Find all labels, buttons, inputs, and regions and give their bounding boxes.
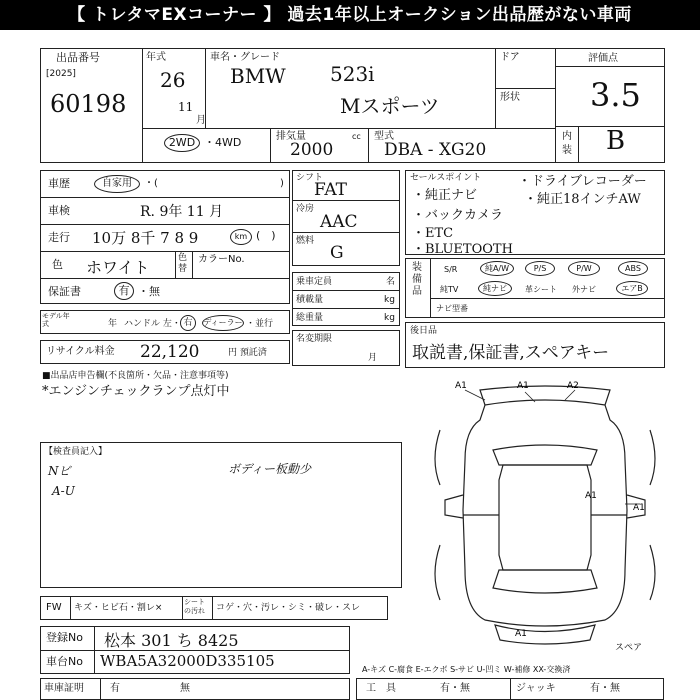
divider — [292, 290, 400, 291]
divider — [94, 626, 95, 674]
color-value: ホワイト — [86, 258, 150, 277]
divider — [292, 232, 400, 233]
fw-items: キズ・ヒビ石・割レ× — [74, 603, 163, 613]
displacement-value: 2000 — [290, 140, 334, 160]
equip-aw: 純A/W — [480, 261, 514, 276]
load-unit: kg — [384, 295, 395, 305]
divider — [40, 251, 290, 252]
accessories-label: 後日品 — [410, 326, 438, 336]
damage-mark-5: A1 — [585, 491, 597, 501]
make-value: BMW — [230, 64, 286, 88]
banner: 【 トレタマEXコーナー 】 過去1年以上オークション出品歴がない車両 — [0, 0, 700, 30]
reg-label: 名変期限 — [296, 334, 333, 344]
chassis-label: 車台No — [46, 655, 83, 668]
type-value: DBA - XG20 — [384, 140, 487, 160]
gross-unit: kg — [384, 313, 395, 323]
divider — [430, 258, 431, 318]
divider — [175, 251, 176, 278]
ac-label: 冷房 — [296, 204, 315, 214]
color-no-label: カラーNo. — [198, 254, 245, 265]
divider — [40, 224, 290, 225]
shift-label: シフト — [296, 173, 324, 183]
model-value: 523i — [330, 62, 375, 86]
equip-ps: P/S — [525, 261, 555, 276]
divider — [192, 251, 193, 278]
lot-number: 60198 — [50, 90, 127, 118]
divider — [70, 596, 71, 620]
registration-value: 松本 301 ち 8425 — [104, 631, 239, 650]
equip-airbag: エアB — [616, 281, 648, 296]
warranty-label: 保証書 — [48, 285, 81, 298]
sales-point-5: ・ドライブレコーダー — [518, 174, 647, 189]
accessories-value: 取説書,保証書,スペアキー — [412, 343, 610, 363]
registration-label: 登録No — [46, 631, 83, 644]
garage-cert-row — [40, 678, 350, 700]
month-unit: 月 — [196, 115, 206, 126]
name-label: 車名・グレード — [210, 52, 280, 63]
ac-value: AAC — [320, 212, 358, 232]
shaken-label: 車検 — [48, 204, 70, 217]
divider — [430, 298, 665, 299]
divider — [292, 308, 400, 309]
seat-items: コゲ・穴・汚レ・シミ・破レ・スレ — [216, 603, 361, 613]
notes-label: ■出品店申告欄(不良箇所・欠品・注意事項等) — [42, 371, 229, 381]
warranty-yes: 有 — [114, 282, 134, 300]
recycle-value: 22,120 — [140, 342, 200, 362]
capacity-unit: 名 — [386, 277, 396, 287]
cert-no: 無 — [180, 683, 190, 694]
handle-label: ハンドル 左・ — [124, 319, 181, 329]
notes-value: *エンジンチェックランプ点灯中 — [42, 384, 230, 399]
damage-legend: A-キズ C-腐食 E-エクボ S-サビ U-凹ミ W-補修 XX-交換済 — [362, 665, 571, 674]
year-value: 26 — [160, 68, 186, 92]
divider — [142, 128, 555, 129]
handle-value: 右 — [180, 315, 196, 331]
sales-point-3: ・ETC — [412, 226, 454, 241]
mileage-value: 10万 8千 7 8 9 — [92, 229, 199, 247]
month-value: 11 — [178, 100, 194, 114]
parallel-label: ・並行 — [246, 319, 274, 329]
interior-value: B — [606, 126, 626, 156]
equip-tv: 純TV — [440, 285, 459, 294]
capacity-label: 乗車定員 — [296, 277, 333, 287]
displacement-label: 排気量 — [276, 131, 306, 142]
divider — [142, 48, 143, 163]
history-label: 車歴 — [48, 177, 70, 190]
divider — [495, 88, 555, 89]
sales-point-4: ・BLUETOOTH — [412, 242, 513, 257]
sales-point-6: ・純正18インチAW — [524, 192, 641, 207]
jack-label: ジャッキ — [516, 683, 556, 694]
fuel-label: 燃料 — [296, 236, 315, 246]
chassis-value: WBA5A32000D335105 — [100, 652, 275, 670]
divider — [100, 678, 101, 700]
divider — [368, 128, 369, 163]
mileage-label: 走行 — [48, 231, 70, 244]
divider — [510, 678, 511, 700]
damage-mark-4: A1 — [633, 503, 645, 513]
navi-model-label: ナビ型番 — [436, 304, 468, 313]
model-year-label: モデル年式 — [42, 312, 70, 328]
fw-label: FW — [46, 602, 62, 613]
recycle-label: リサイクル料金 — [46, 346, 115, 357]
cc-label: cc — [352, 132, 361, 141]
damage-mark-3: A2 — [567, 381, 579, 391]
divider — [40, 197, 290, 198]
drive-4wd: ・4WD — [204, 136, 242, 149]
damage-mark-6: A1 — [515, 629, 527, 639]
equip-label: 装備品 — [412, 262, 422, 297]
color-label: 色 — [52, 258, 63, 271]
warranty-no: ・無 — [138, 285, 160, 298]
equip-abs: ABS — [618, 261, 648, 276]
score-value: 3.5 — [590, 76, 641, 114]
year-label: 年式 — [146, 52, 166, 63]
inspector-note-1: Nビ — [48, 464, 71, 478]
load-label: 積載量 — [296, 295, 324, 305]
cert-label: 車庫証明 — [44, 683, 84, 694]
mileage-paren: ( ) — [256, 229, 276, 242]
inspector-note-3: ボディー板動少 — [228, 462, 312, 476]
year-stamp: [2025] — [46, 69, 76, 79]
gross-label: 総重量 — [296, 313, 324, 323]
jack-value: 有・無 — [590, 683, 620, 694]
score-label: 評価点 — [588, 53, 618, 64]
reg-unit: 月 — [368, 353, 378, 363]
divider — [292, 200, 400, 201]
spare-label: スペア — [615, 643, 643, 653]
dealer-label: ディーラー — [202, 315, 244, 331]
drive-2wd: 2WD — [164, 134, 200, 152]
equip-navi: 純ナビ — [478, 281, 512, 296]
interior-label: 内装 — [562, 131, 572, 156]
tools-label: 工 具 — [366, 683, 396, 694]
divider — [578, 126, 579, 163]
sales-point-1: ・純正ナビ — [412, 188, 478, 203]
mileage-unit: km — [230, 229, 252, 245]
fuel-value: G — [330, 243, 344, 263]
divider — [270, 128, 271, 163]
damage-mark-1: A1 — [455, 381, 467, 391]
equip-ext-navi: 外ナビ — [572, 285, 596, 294]
cert-yes: 有 — [110, 683, 120, 694]
damage-mark-2: A1 — [517, 381, 529, 391]
model-year-unit: 年 — [108, 319, 118, 329]
divider — [212, 596, 213, 620]
equip-leather: 革シート — [525, 285, 557, 294]
door-label: ドア — [500, 52, 520, 63]
color-change: 色替 — [178, 253, 188, 274]
grade-value: Mスポーツ — [340, 94, 440, 118]
history-close: ) — [280, 178, 284, 189]
type-label: 型式 — [374, 131, 394, 142]
inspector-block — [40, 442, 402, 588]
shaken-value: R. 9年 11 月 — [140, 204, 224, 220]
sales-label: セールスポイント — [410, 173, 482, 183]
inspector-note-2: A-U — [52, 484, 75, 498]
lot-label: 出品番号 — [56, 51, 100, 64]
inspector-label: 【検査員記入】 — [44, 447, 108, 457]
equip-pw: P/W — [568, 261, 600, 276]
tools-value: 有・無 — [440, 683, 470, 694]
sales-point-2: ・バックカメラ — [412, 208, 504, 223]
seat-label: シートの汚れ — [184, 598, 205, 615]
shape-label: 形状 — [500, 92, 520, 103]
divider — [182, 596, 183, 620]
shift-value: FAT — [314, 180, 348, 200]
recycle-unit: 円 預託済 — [228, 348, 267, 358]
history-value: 自家用 — [94, 175, 140, 193]
damage-diagram — [405, 370, 695, 660]
equip-sr: S/R — [444, 265, 458, 274]
divider — [555, 66, 665, 67]
history-rest: ・( — [144, 178, 158, 189]
divider — [40, 278, 290, 279]
